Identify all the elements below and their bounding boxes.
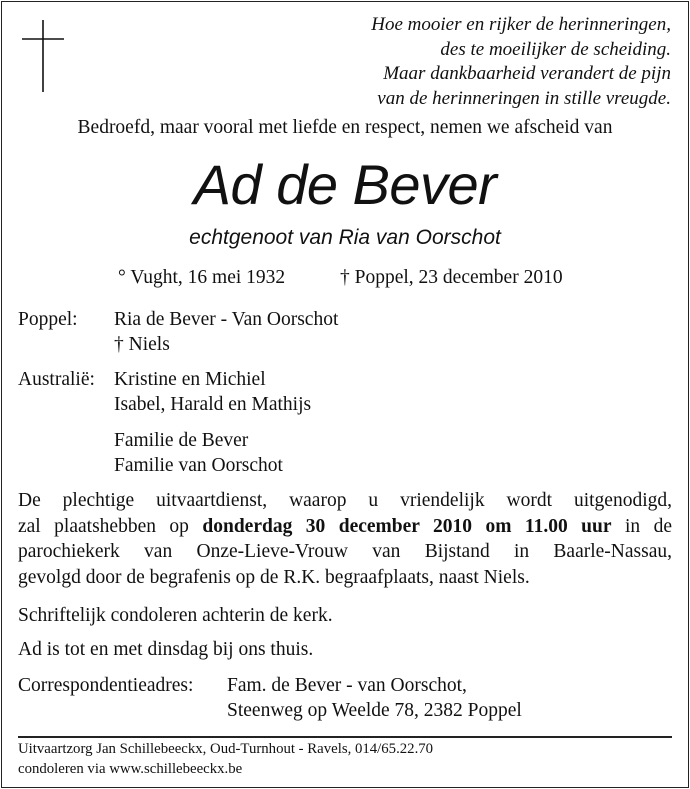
footer [18,739,433,779]
poem-line: Maar dankbaarheid verandert de pijn [383,63,671,85]
poem-line: Hoe mooier en rijker de herinneringen, [371,14,671,35]
service-line: parochiekerk van Onze-Lieve-Vrouw van Bijstand in Baarle-Nassau, [18,541,672,562]
family-member: Familie de Bever [114,430,249,451]
service-text: zal plaatshebben op [18,515,189,537]
service-paragraph [18,488,672,590]
service-line: gevolgd door de begrafenis op de R.K. begraafplaats, naast Niels. [18,566,530,588]
family-member: Familie van Oorschot [114,454,283,476]
footer-divider [18,736,672,738]
family-member: Ria de Bever - Van Oorschot [114,309,339,330]
family-place: Poppel: [18,309,78,330]
family-place: Australië: [18,369,95,390]
address-line: Steenweg op Weelde 78, 2382 Poppel [227,700,522,721]
service-line: De plechtige uitvaartdienst, waarop u vriendelijk wordt uitgenodigd, [18,490,672,511]
condolences-text: Schriftelijk condoleren achterin de kerk. [18,605,333,626]
funeral-home-info: Uitvaartzorg Jan Schillebeeckx, Oud-Turnhout - Ravels, 014/65.22.70 [18,741,434,757]
condolence-website: condoleren via www.schillebeeckx.be [18,761,243,777]
deceased-name: Ad de Bever [193,153,497,216]
family-member: † Niels [114,333,170,355]
home-visit-text: Ad is tot en met dinsdag bij ons thuis. [18,639,314,660]
cross-icon [22,20,64,92]
death-info: † Poppel, 23 december 2010 [340,267,563,288]
correspondence-label: Correspondentieadres: [18,675,194,696]
poem-line: des te moeilijker de scheiding. [440,38,671,60]
poem [251,13,671,112]
birth-info: ° Vught, 16 mei 1932 [118,267,286,288]
address-line: Fam. de Bever - van Oorschot, [227,675,467,696]
service-line [18,514,672,540]
family-member: Kristine en Michiel [114,369,266,390]
intro-text: Bedroefd, maar vooral met liefde en respect, nemen we afscheid van [77,117,613,138]
service-text: in de [624,515,673,537]
spouse-line: echtgenoot van Ria van Oorschot [189,226,501,249]
poem-line: van de herinneringen in stille vreugde. [377,88,671,110]
service-date: donderdag 30 december 2010 om 11.00 uur [202,515,612,537]
family-member: Isabel, Harald en Mathijs [114,393,312,415]
